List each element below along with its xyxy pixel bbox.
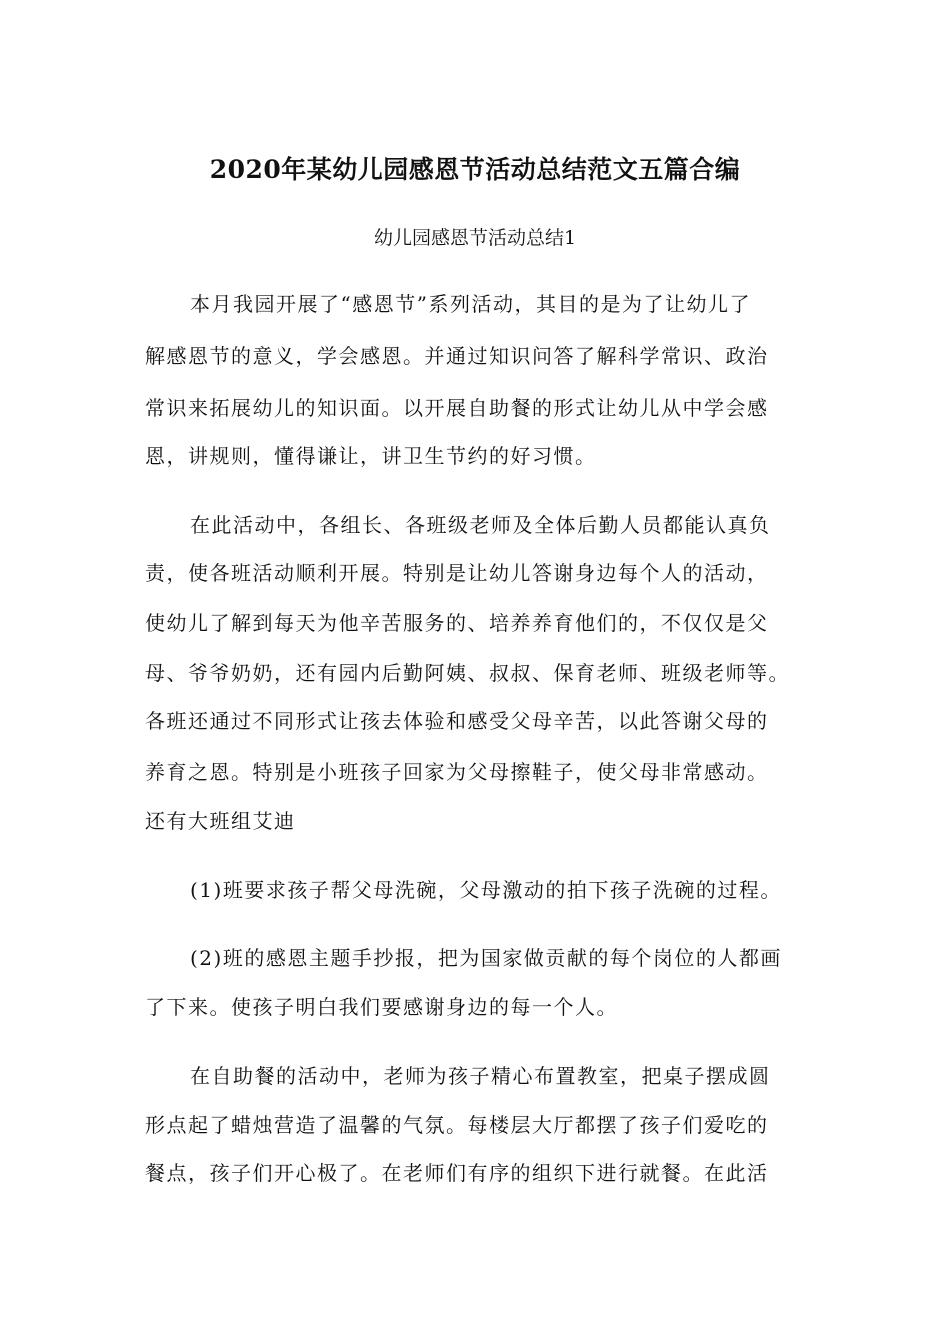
paragraph-line: 形点起了蜡烛营造了温馨的气氛。每楼层大厅都摆了孩子们爱吃的 xyxy=(145,1113,769,1137)
paragraph-line: 解感恩节的意义，学会感恩。并通过知识问答了解科学常识、政治 xyxy=(145,344,769,368)
paragraph-line: 还有大班组艾迪 xyxy=(145,809,296,833)
paragraph-line: 恩，讲规则，懂得谦让，讲卫生节约的好习惯。 xyxy=(145,444,597,468)
paragraph-line: 了下来。使孩子明白我们要感谢身边的每一个人。 xyxy=(145,995,618,1019)
paragraph-line: 养育之恩。特别是小班孩子回家为父母擦鞋子，使父母非常感动。 xyxy=(145,760,769,784)
paragraph-line: 各班还通过不同形式让孩去体验和感受父母辛苦，以此答谢父母的 xyxy=(145,709,769,733)
document-title: 2020年某幼儿园感恩节活动总结范文五篇合编 xyxy=(209,155,741,184)
paragraph-line: 常识来拓展幼儿的知识面。以开展自助餐的形式让幼儿从中学会感 xyxy=(145,396,769,420)
section-heading: 幼儿园感恩节活动总结1 xyxy=(373,227,577,249)
paragraph-line: 使幼儿了解到每天为他辛苦服务的、培养养育他们的，不仅仅是父 xyxy=(145,611,769,635)
paragraph-line: 本月我园开展了“感恩节”系列活动，其目的是为了让幼儿了 xyxy=(190,292,751,316)
paragraph-line: 在此活动中，各组长、各班级老师及全体后勤人员都能认真负 xyxy=(190,513,771,537)
paragraph-line: 责，使各班活动顺利开展。特别是让幼儿答谢身边每个人的活动， xyxy=(145,561,769,585)
paragraph-line: 在自助餐的活动中，老师为孩子精心布置教室，把桌子摆成圆 xyxy=(190,1064,771,1088)
paragraph-line: 餐点，孩子们开心极了。在老师们有序的组织下进行就餐。在此活 xyxy=(145,1161,769,1185)
paragraph-line: 母、爷爷奶奶，还有园内后勤阿姨、叔叔、保育老师、班级老师等。 xyxy=(145,661,790,685)
paragraph-line: (1)班要求孩子帮父母洗碗，父母激动的拍下孩子洗碗的过程。 xyxy=(190,878,782,902)
paragraph-line: (2)班的感恩主题手抄报，把为国家做贡献的每个岗位的人都画 xyxy=(190,946,782,970)
